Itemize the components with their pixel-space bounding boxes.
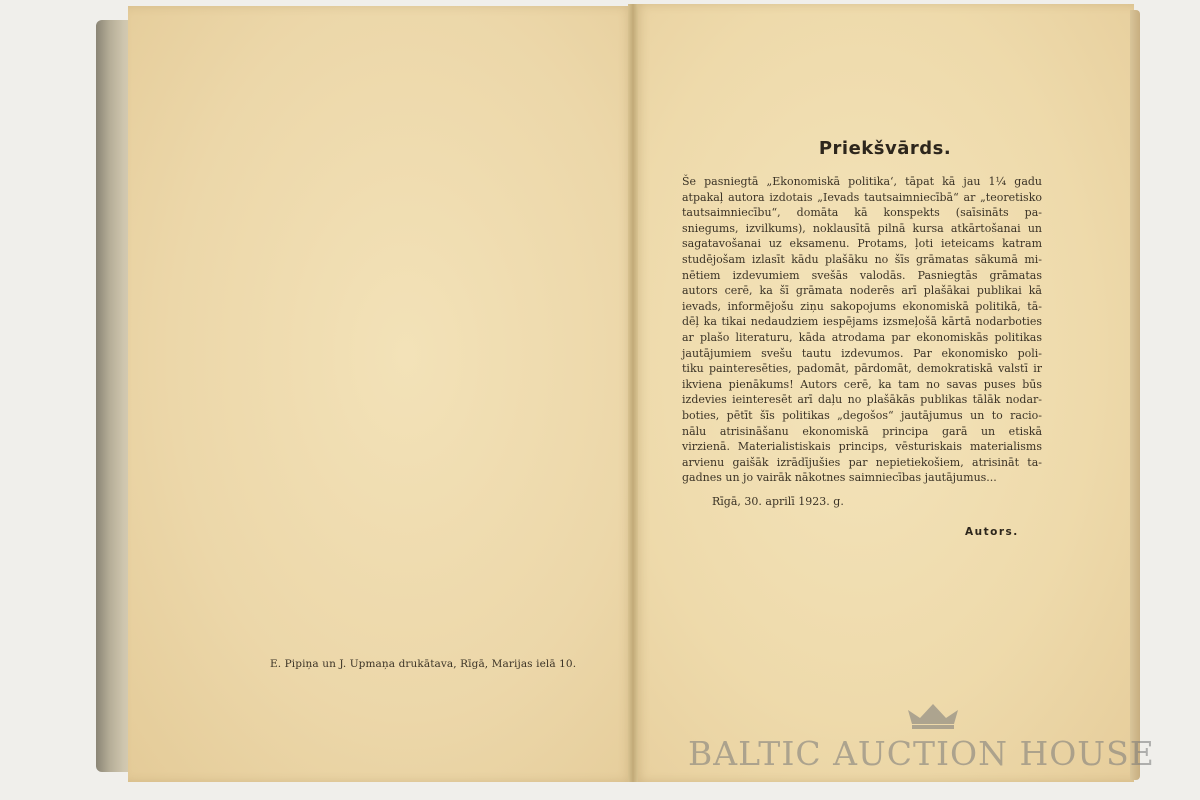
text-line: Še pasniegtā „Ekonomiskā politika‘, tāpat kā jau 1¼ gadu (682, 175, 1042, 188)
text-line: tautsaimniecību“, domāta kā konspekts (saīsināts pa- (682, 206, 1042, 220)
crown-icon (904, 702, 962, 730)
text-line: dēļ ka tikai nedaudziem iespējams izsmeļošā kārtā nodarboties (682, 315, 1042, 329)
foreword-text (682, 174, 1042, 486)
text-line: studējošam izlasīt kādu plašāku no šīs grāmatas sākumā mi- (682, 252, 1042, 266)
text-line: sniegums, izvilkums), noklausītā pilnā kursa atkārtošanai un (682, 221, 1042, 235)
text-line: gadnes un jo vairāk nākotnes saimniecības jautājumus... (682, 471, 997, 485)
watermark-text: BALTIC AUCTION HOUSE (688, 734, 1155, 773)
text-line: nālu atrisināšanu ekonomiskā principa garā un etiskā (682, 424, 1042, 438)
text-line: atpakaļ autora izdotais „Ievads tautsaimniecībā“ ar „teoretisko (682, 190, 1042, 204)
text-line: autors cerē, ka šī grāmata noderēs arī plašākai publikai kā (682, 284, 1042, 298)
page-title: Priekšvārds. (818, 138, 952, 159)
text-line: tiku painteresēties, padomāt, pārdomāt, demokratiskā valstī ir (682, 362, 1042, 376)
text-line: nētiem izdevumiem svešās valodās. Pasniegtās grāmatas (682, 268, 1042, 282)
book-gutter (628, 4, 638, 782)
printer-imprint: E. Pipiņa un J. Upmaņa drukātava, Rīgā, Marijas ielā 10. (270, 658, 577, 670)
text-line: ikviena pienākums! Autors cerē, ka tam no savas puses būs (682, 377, 1042, 391)
text-line: ar plašo literaturu, kāda atrodama par ekonomiskās politikas (682, 330, 1042, 344)
page-edge (1130, 10, 1140, 780)
text-line: izdevies ieinteresēt arī daļu no plašākās publikas tālāk nodar- (682, 393, 1042, 407)
date-line: Rīgā, 30. aprilī 1923. g. (712, 495, 844, 508)
text-line: jautājumiem svešu tautu izdevumos. Par ekonomisko poli- (682, 346, 1042, 360)
author-signature: Autors. (965, 526, 1019, 538)
text-line: virzienā. Materialistiskais princips, vēsturiskais materialisms (682, 440, 1042, 454)
text-line: sagatavošanai uz eksamenu. Protams, ļoti ieteicams katram (682, 237, 1042, 251)
text-line: boties, pētīt šīs politikas „degošos“ jautājumus un to racio- (682, 408, 1042, 422)
text-line: ievads, informējošu ziņu sakopojums ekonomiskā politikā, tā- (682, 299, 1042, 313)
text-line: arvienu gaišāk izrādījušies par nepietiekošiem, atrisināt ta- (682, 455, 1042, 469)
